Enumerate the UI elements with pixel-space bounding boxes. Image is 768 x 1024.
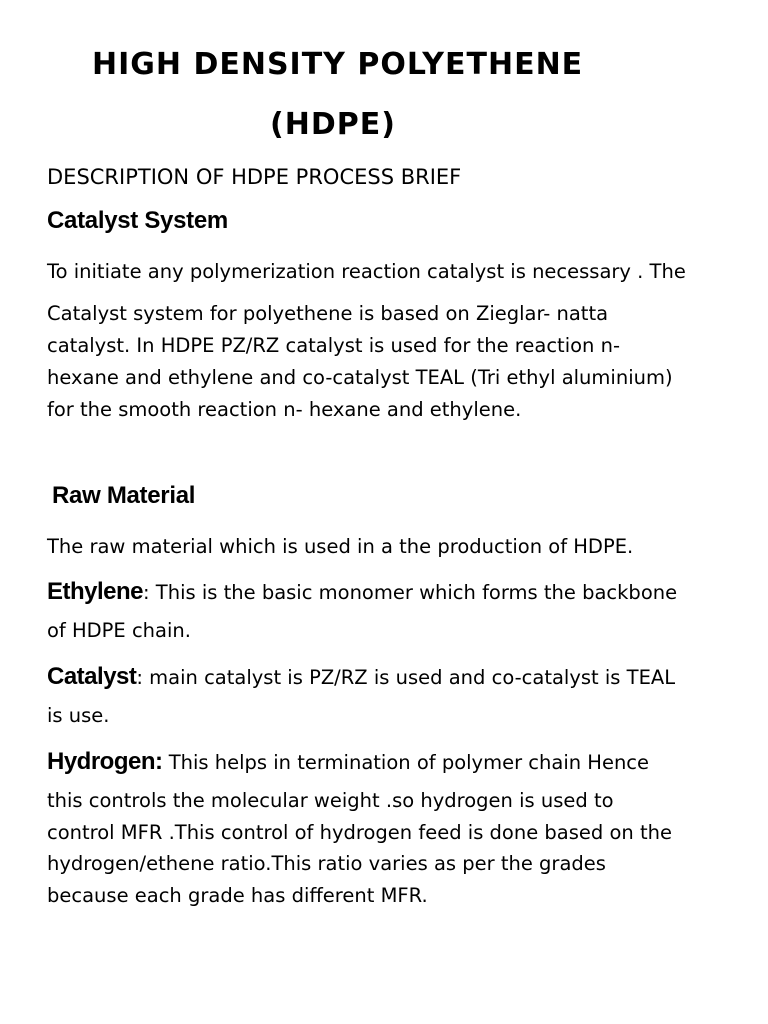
ethylene-description-continued: of HDPE chain. xyxy=(47,619,191,642)
raw-material-heading: Raw Material xyxy=(52,482,196,509)
hydrogen-description-continued: hydrogen/ethene ratio.This ratio varies as per the grades xyxy=(47,852,606,875)
document-title-line-1: HIGH DENSITY POLYETHENE xyxy=(92,47,584,82)
document-subtitle: DESCRIPTION OF HDPE PROCESS BRIEF xyxy=(47,165,462,189)
raw-material-item-hydrogen xyxy=(47,746,649,779)
catalyst-system-line: for the smooth reaction n- hexane and ethylene. xyxy=(47,398,522,421)
hydrogen-description: This helps in termination of polymer chain Hence xyxy=(162,751,650,774)
hydrogen-term: Hydrogen: xyxy=(47,748,163,775)
hydrogen-description-continued: this controls the molecular weight .so hydrogen is used to xyxy=(47,789,614,812)
catalyst-description-continued: is use. xyxy=(47,704,110,727)
ethylene-description: : This is the basic monomer which forms the backbone xyxy=(143,581,678,604)
hydrogen-description-continued: control MFR .This control of hydrogen feed is done based on the xyxy=(47,821,672,844)
hydrogen-description-continued: because each grade has different MFR. xyxy=(47,884,428,907)
catalyst-term: Catalyst xyxy=(47,663,137,690)
raw-material-item-catalyst xyxy=(47,661,675,694)
catalyst-system-heading: Catalyst System xyxy=(47,207,228,234)
document-title-line-2: (HDPE) xyxy=(270,107,396,142)
catalyst-system-line: To initiate any polymerization reaction catalyst is necessary . The xyxy=(47,260,686,283)
catalyst-system-line: catalyst. In HDPE PZ/RZ catalyst is used for the reaction n- xyxy=(47,334,620,357)
catalyst-system-line: hexane and ethylene and co-catalyst TEAL (Tri ethyl aluminium) xyxy=(47,366,673,389)
catalyst-description: : main catalyst is PZ/RZ is used and co-catalyst is TEAL xyxy=(136,666,676,689)
ethylene-term: Ethylene xyxy=(47,578,144,605)
catalyst-system-line: Catalyst system for polyethene is based on Zieglar- natta xyxy=(47,302,609,325)
raw-material-intro: The raw material which is used in a the production of HDPE. xyxy=(47,535,634,558)
raw-material-item-ethylene xyxy=(47,576,677,609)
